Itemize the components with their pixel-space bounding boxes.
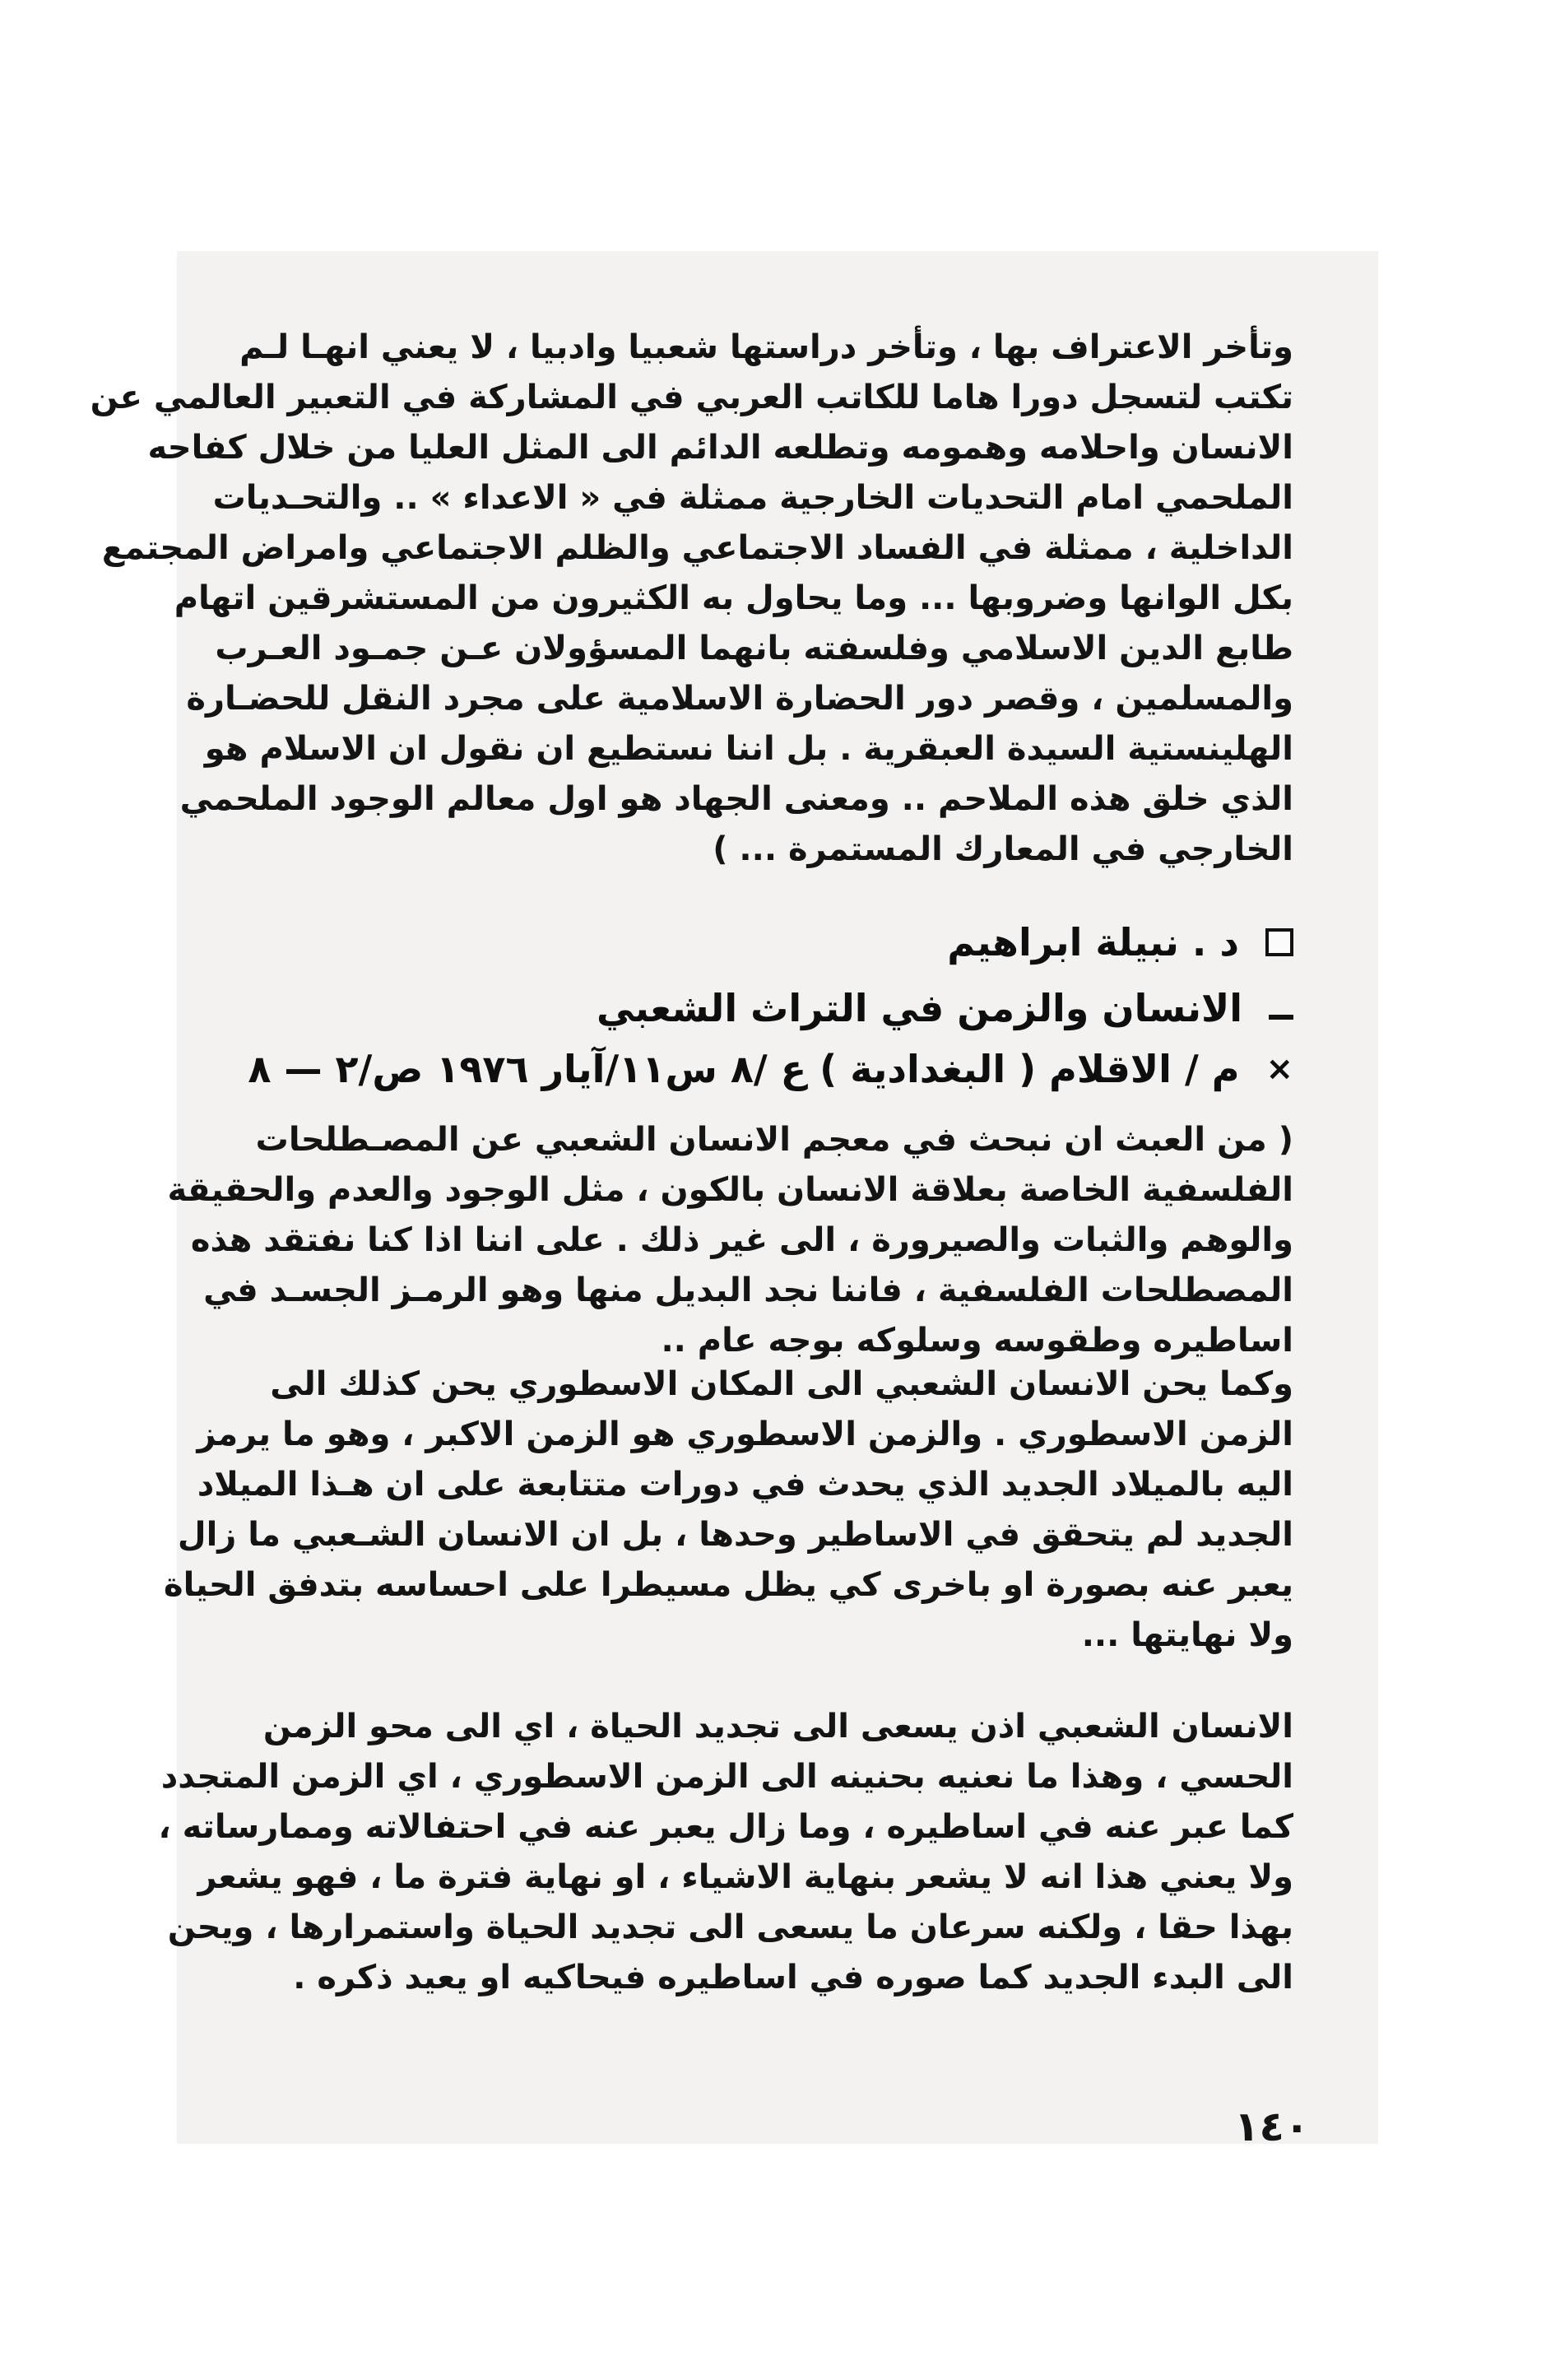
page-number: ١٤٠ — [1234, 2103, 1310, 2150]
text-line: يعبر عنه بصورة او باخرى كي يظل مسيطرا على احساسه بتدفق الحياة — [163, 1566, 1293, 1604]
text-line: والوهم والثبات والصيرورة ، الى غير ذلك . على اننا اذا كنا نفتقد هذه — [190, 1221, 1293, 1259]
text-line: ولا نهايتها ... — [1081, 1616, 1293, 1654]
text-line: الجديد لم يتحقق في الاساطير وحدها ، بل ان الانسان الشـعبي ما زال — [177, 1516, 1293, 1554]
text-line: طابع الدين الاسلامي وفلسفته بانهما المسؤولان عـن جمـود العـرب — [215, 630, 1293, 667]
text-line: الخارجي في المعارك المستمرة ... ) — [713, 830, 1293, 868]
text-line: الملحمي امام التحديات الخارجية ممثلة في « الاعداء » .. والتحـديات — [212, 479, 1293, 517]
text-line: وتأخر الاعتراف بها ، وتأخر دراستها شعبيا وادبيا ، لا يعني انهـا لـم — [239, 328, 1293, 366]
text-line: ولا يعني هذا انه لا يشعر بنهاية الاشياء ، او نهاية فترة ما ، فهو يشعر — [197, 1858, 1293, 1896]
reference-title-row — [224, 979, 1293, 1037]
reference-source-row — [224, 1040, 1293, 1098]
text-line: بكل الوانها وضروبها ... وما يحاول به الكثيرون من المستشرقين اتهام — [174, 579, 1293, 617]
text-line: اليه بالميلاد الجديد الذي يحدث في دورات متتابعة على ان هـذا الميلاد — [197, 1466, 1293, 1504]
paragraph-quote-opening — [167, 1115, 1293, 1366]
text-line: وكما يحن الانسان الشعبي الى المكان الاسطوري يحن كذلك الى — [270, 1365, 1293, 1403]
checkbox-icon — [1265, 928, 1293, 956]
paragraph-renewal — [158, 1702, 1293, 2003]
text-line: الى البدء الجديد كما صوره في اساطيره فيحاكيه او يعيد ذكره . — [293, 1959, 1293, 1997]
text-line: الانسان الشعبي اذن يسعى الى تجديد الحياة ، اي الى محو الزمن — [262, 1708, 1293, 1745]
text-line: ( من العبث ان نبحث في معجم الانسان الشعبي عن المصـطلحات — [255, 1121, 1293, 1159]
text-line: الذي خلق هذه الملاحم .. ومعنى الجهاد هو اول معالم الوجود الملحمي — [179, 780, 1293, 818]
reference-author-row — [224, 913, 1293, 971]
text-line: المصطلحات الفلسفية ، فاننا نجد البديل منها وهو الرمـز الجسـد في — [203, 1271, 1293, 1309]
text-line: الانسان واحلامه وهمومه وتطلعه الدائم الى المثل العليا من خلال كفاحه — [147, 429, 1293, 467]
x-mark-icon: × — [1265, 1050, 1293, 1088]
reference-author: د . نبيلة ابراهيم — [947, 920, 1239, 965]
reference-source: م / الاقلام ( البغدادية ) ع /٨ س١١/آيار ١٩٧٦ ص/٢ — ٨ — [248, 1047, 1240, 1091]
text-line: الحسي ، وهذا ما نعنيه بحنينه الى الزمن الاسطوري ، اي الزمن المتجدد — [160, 1758, 1293, 1796]
text-line: تكتب لتسجل دورا هاما للكاتب العربي في المشاركة في التعبير العالمي عن — [90, 379, 1293, 416]
reference-title: الانسان والزمن في التراث الشعبي — [596, 986, 1242, 1030]
paragraph-mythic-time — [163, 1360, 1293, 1661]
text-line: كما عبر عنه في اساطيره ، وما زال يعبر عنه في احتفالاته وممارساته ، — [158, 1808, 1293, 1846]
text-line: الهلينستية السيدة العبقرية . بل اننا نستطيع ان نقول ان الاسلام هو — [204, 730, 1293, 768]
text-line: الفلسفية الخاصة بعلاقة الانسان بالكون ، مثل الوجود والعدم والحقيقة — [167, 1171, 1293, 1209]
text-line: اساطيره وطقوسه وسلوكه بوجه عام .. — [661, 1322, 1293, 1360]
text-line: الزمن الاسطوري . والزمن الاسطوري هو الزمن الاكبر ، وهو ما يرمز — [197, 1415, 1293, 1453]
text-line: والمسلمين ، وقصر دور الحضارة الاسلامية على مجرد النقل للحضـارة — [186, 680, 1293, 718]
text-line: بهذا حقا ، ولكنه سرعان ما يسعى الى تجديد الحياة واستمرارها ، ويحن — [167, 1908, 1293, 1946]
text-line: الداخلية ، ممثلة في الفساد الاجتماعي والظلم الاجتماعي وامراض المجتمع — [101, 529, 1293, 567]
paragraph-continued-quote — [90, 323, 1293, 875]
dash-icon — [1269, 1015, 1293, 1020]
